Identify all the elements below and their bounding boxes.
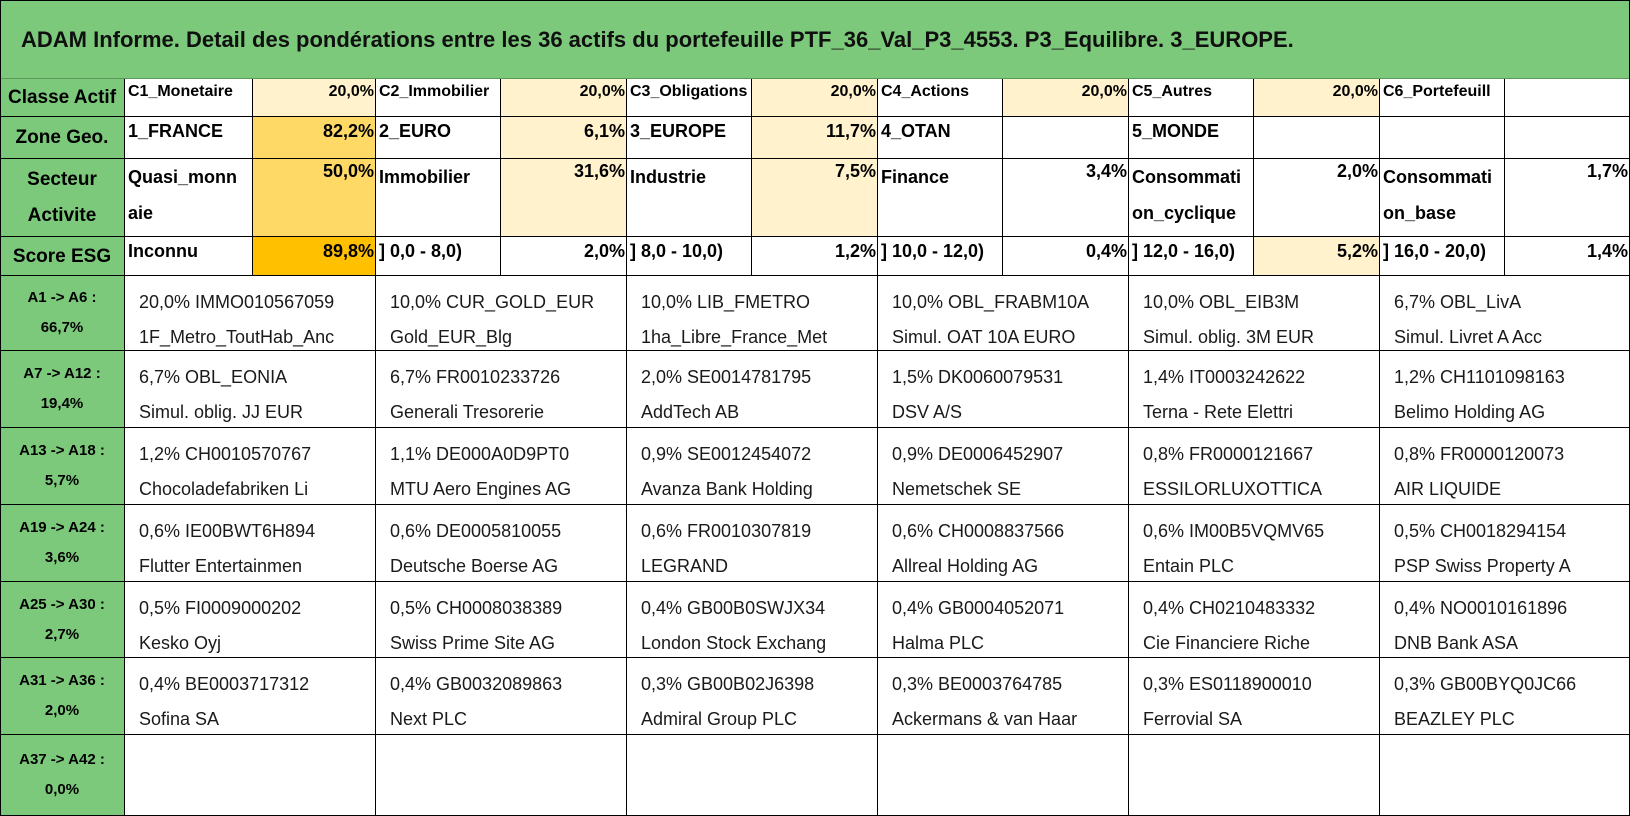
header-row-label [0,159,125,237]
asset-group-label [0,658,125,735]
asset-group-label [0,582,125,658]
asset-cell [1380,658,1630,735]
asset-weight-code: 6,7% OBL_EONIA [139,367,288,387]
header-category-percent: 20,0% [752,79,878,117]
asset-group-total: 19,4% [40,395,84,412]
asset-weight-code: 6,7% OBL_LivA [1394,292,1522,312]
asset-weight-code: 1,5% DK0060079531 [892,367,1064,387]
asset-cell [1129,505,1380,582]
asset-name: Allreal Holding AG [892,556,1039,576]
asset-group-label [0,428,125,505]
header-category-percent: 20,0% [1003,79,1129,117]
header-category-percent: 5,2% [1254,237,1380,276]
header-category-name: C6_Portefeuill [1380,79,1505,117]
asset-weight-code: 6,7% FR0010233726 [390,367,561,387]
asset-cell [1129,351,1380,428]
header-category-name: 1_FRANCE [125,117,253,159]
header-category-percent: 1,7% [1505,159,1630,237]
header-category-name [1380,117,1505,159]
asset-cell [125,428,376,505]
header-category-name: C1_Monetaire [125,79,253,117]
header-category-name: Consommati on_base [1380,159,1505,237]
asset-name: Nemetschek SE [892,479,1022,499]
asset-weight-code: 0,8% FR0000121667 [1143,444,1314,464]
asset-group-range: A25 -> A30 : [19,595,105,613]
asset-name: 1ha_Libre_France_Met [641,327,828,347]
asset-name: Entain PLC [1143,556,1235,576]
asset-weight-code: 1,1% DE000A0D9PT0 [390,444,570,464]
asset-cell [376,505,627,582]
asset-cell [376,735,627,816]
asset-cell [627,428,878,505]
header-category-percent: 20,0% [501,79,627,117]
asset-weight-code: 20,0% IMMO010567059 [139,292,335,312]
asset-cell [376,276,627,351]
asset-weight-code: 0,4% GB0032089863 [390,674,563,694]
asset-cell [878,428,1129,505]
asset-weight-code: 10,0% OBL_EIB3M [1143,292,1300,312]
asset-cell [878,351,1129,428]
asset-group-label [0,505,125,582]
asset-cell [376,658,627,735]
asset-weight-code: 0,6% CH0008837566 [892,521,1065,541]
header-row-label [0,79,125,117]
asset-weight-code: 0,5% CH0008038389 [390,598,563,618]
asset-cell [376,351,627,428]
asset-name: Generali Tresorerie [390,402,545,422]
header-category-name: C2_Immobilier [376,79,501,117]
asset-name: Avanza Bank Holding [641,479,813,499]
asset-cell [125,351,376,428]
asset-name: Ferrovial SA [1143,709,1243,729]
asset-cell [376,428,627,505]
asset-cell [878,735,1129,816]
asset-weight-code: 0,4% BE0003717312 [139,674,310,694]
asset-cell [878,276,1129,351]
asset-weight-code: 1,2% CH0010570767 [139,444,312,464]
asset-group-total: 0,0% [44,781,80,798]
asset-group-total: 5,7% [44,472,80,489]
header-category-percent: 11,7% [752,117,878,159]
asset-name: Admiral Group PLC [641,709,798,729]
header-category-percent: 2,0% [1254,159,1380,237]
header-row-label-text: Score ESG [12,245,112,267]
asset-cell [125,276,376,351]
asset-name: ESSILORLUXOTTICA [1143,479,1323,499]
asset-weight-code: 0,9% DE0006452907 [892,444,1064,464]
asset-cell [125,505,376,582]
asset-weight-code: 1,4% IT0003242622 [1143,367,1306,387]
asset-name: Gold_EUR_Blg [390,327,513,347]
asset-group-range: A13 -> A18 : [19,442,105,459]
header-category-name: Immobilier [376,159,501,237]
asset-name: DNB Bank ASA [1394,633,1519,653]
header-row-label [0,237,125,276]
asset-weight-code: 10,0% CUR_GOLD_EUR [390,292,595,312]
header-category-name: C3_Obligations [627,79,752,117]
header-category-percent: 50,0% [253,159,376,237]
asset-weight-code: 0,3% GB00BYQ0JC66 [1394,674,1577,694]
asset-name: Simul. oblig. 3M EUR [1143,327,1315,347]
asset-cell [878,658,1129,735]
asset-weight-code: 0,6% IE00BWT6H894 [139,521,316,541]
asset-group-range: A31 -> A36 : [19,672,105,689]
report-title: ADAM Informe. Detail des pondérations entre les 36 actifs du portefeuille PTF_36_Val_P3_4553. P3_Equilibre. 3_EUROPE. [0,0,1630,79]
asset-cell [1129,582,1380,658]
header-category-name: 4_OTAN [878,117,1003,159]
asset-group-total: 2,7% [44,625,80,643]
asset-cell [1129,735,1380,816]
asset-cell [1380,428,1630,505]
header-category-percent: 20,0% [1254,79,1380,117]
asset-weight-code: 0,9% SE0012454072 [641,444,812,464]
asset-group-total: 66,7% [40,319,84,336]
header-category-percent: 2,0% [501,237,627,276]
asset-weight-code: 0,6% FR0010307819 [641,521,812,541]
header-category-percent [1505,79,1630,117]
asset-name: PSP Swiss Property A [1394,556,1571,576]
asset-group-label [0,276,125,351]
asset-cell [1380,505,1630,582]
asset-weight-code: 0,4% CH0210483332 [1143,598,1316,618]
header-category-name: ] 16,0 - 20,0) [1380,237,1505,276]
asset-weight-code: 0,5% CH0018294154 [1394,521,1567,541]
asset-name: Chocoladefabriken Li [139,479,309,499]
asset-weight-code: 0,5% FI0009000202 [139,598,302,618]
header-category-name: ] 10,0 - 12,0) [878,237,1003,276]
asset-cell [627,658,878,735]
asset-weight-code: 2,0% SE0014781795 [641,367,812,387]
asset-cell [1380,276,1630,351]
asset-name: Ackermans & van Haar [892,709,1078,729]
asset-weight-code: 0,8% FR0000120073 [1394,444,1565,464]
asset-cell [1129,658,1380,735]
asset-group-total: 3,6% [44,549,80,566]
asset-cell [627,735,878,816]
header-category-name: 3_EUROPE [627,117,752,159]
header-row-label-text: Classe Actif [7,87,117,108]
asset-name: 1F_Metro_ToutHab_Anc [139,327,335,347]
header-row-label-text: Activite [27,204,97,226]
asset-name: AIR LIQUIDE [1394,479,1502,499]
header-row-label [0,117,125,159]
header-row-label-text: Zone Geo. [15,127,109,148]
asset-cell [1129,276,1380,351]
asset-cell [1129,428,1380,505]
asset-weight-code: 10,0% LIB_FMETRO [641,292,811,312]
asset-cell [627,276,878,351]
header-category-name: Inconnu [125,237,253,276]
asset-name: Simul. Livret A Acc [1394,327,1543,347]
asset-name: Deutsche Boerse AG [390,556,559,576]
asset-cell [627,351,878,428]
header-category-name: ] 8,0 - 10,0) [627,237,752,276]
asset-name: Next PLC [390,709,468,729]
asset-name: MTU Aero Engines AG [390,479,572,499]
asset-name: Sofina SA [139,709,220,729]
asset-name: Simul. OAT 10A EURO [892,327,1076,347]
asset-cell [376,582,627,658]
header-category-percent: 82,2% [253,117,376,159]
asset-name: BEAZLEY PLC [1394,709,1515,729]
header-category-name: Quasi_monn aie [125,159,253,237]
asset-name: Belimo Holding AG [1394,402,1546,422]
asset-cell [1380,582,1630,658]
asset-group-range: A37 -> A42 : [19,751,105,768]
header-category-percent: 6,1% [501,117,627,159]
header-category-percent: 7,5% [752,159,878,237]
asset-weight-code: 10,0% OBL_FRABM10A [892,292,1090,312]
asset-cell [878,582,1129,658]
asset-cell [627,582,878,658]
asset-name: DSV A/S [892,402,963,422]
asset-weight-code: 0,4% GB0004052071 [892,598,1065,618]
header-category-percent: 1,4% [1505,237,1630,276]
asset-cell [125,658,376,735]
asset-weight-code: 0,6% IM00B5VQMV65 [1143,521,1325,541]
asset-name: Flutter Entertainmen [139,556,303,576]
asset-weight-code: 0,4% GB00B0SWJX34 [641,598,826,618]
asset-group-range: A19 -> A24 : [19,519,105,536]
asset-weight-code: 0,6% DE0005810055 [390,521,562,541]
header-category-percent: 0,4% [1003,237,1129,276]
asset-cell [125,735,376,816]
header-category-percent: 1,2% [752,237,878,276]
header-category-name: C5_Autres [1129,79,1254,117]
header-category-percent: 3,4% [1003,159,1129,237]
header-category-name: Industrie [627,159,752,237]
header-category-name: 5_MONDE [1129,117,1254,159]
header-category-percent [1254,117,1380,159]
asset-name: Kesko Oyj [139,633,222,653]
asset-cell [1380,351,1630,428]
asset-group-range: A7 -> A12 : [23,365,101,382]
asset-weight-code: 0,4% NO0010161896 [1394,598,1568,618]
asset-cell [627,505,878,582]
asset-name: LEGRAND [641,556,729,576]
header-category-percent: 89,8% [253,237,376,276]
header-category-name: ] 12,0 - 16,0) [1129,237,1254,276]
header-category-name: Finance [878,159,1003,237]
asset-name: Terna - Rete Elettri [1143,402,1294,422]
asset-name: Cie Financiere Riche [1143,633,1311,653]
header-category-percent: 31,6% [501,159,627,237]
asset-name: London Stock Exchang [641,633,827,653]
header-category-percent [1003,117,1129,159]
header-category-name: ] 0,0 - 8,0) [376,237,501,276]
header-category-percent: 20,0% [253,79,376,117]
asset-group-total: 2,0% [44,702,80,719]
asset-cell [1380,735,1630,816]
asset-name: Swiss Prime Site AG [390,633,556,653]
asset-weight-code: 0,3% BE0003764785 [892,674,1063,694]
asset-name: Halma PLC [892,633,985,653]
asset-weight-code: 1,2% CH1101098163 [1394,367,1565,387]
asset-name: Simul. oblig. JJ EUR [139,402,304,422]
asset-group-label [0,351,125,428]
header-category-name: C4_Actions [878,79,1003,117]
asset-name: AddTech AB [641,402,740,422]
asset-weight-code: 0,3% ES0118900010 [1143,674,1312,694]
asset-group-label [0,735,125,816]
header-category-percent [1505,117,1630,159]
header-row-label-text: Secteur [27,168,97,190]
asset-group-range: A1 -> A6 : [27,289,97,306]
asset-weight-code: 0,3% GB00B02J6398 [641,674,815,694]
asset-cell [878,505,1129,582]
header-category-name: Consommati on_cyclique [1129,159,1254,237]
asset-cell [125,582,376,658]
header-category-name: 2_EURO [376,117,501,159]
